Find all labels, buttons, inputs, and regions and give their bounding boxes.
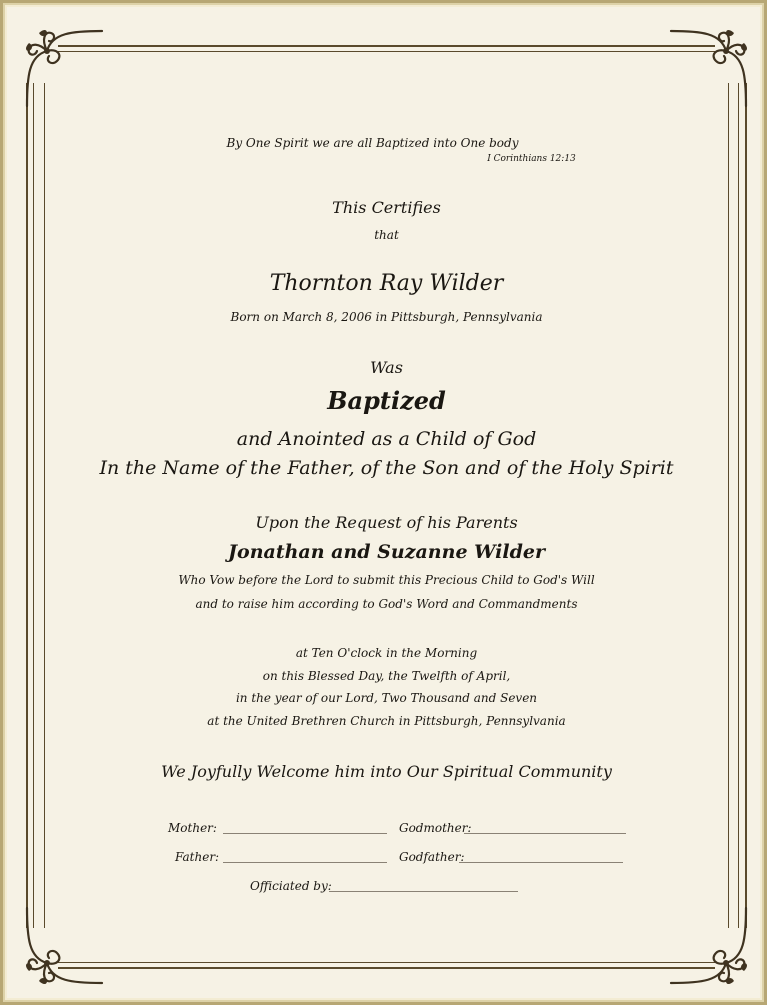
border-bottom-outer — [58, 967, 715, 969]
certifies-that: that — [374, 228, 399, 242]
corner-ornament-top-right-icon — [666, 21, 756, 111]
child-name: Thornton Ray Wilder — [269, 271, 504, 296]
mother-label: Mother: — [168, 821, 217, 835]
officiant-signature-line[interactable] — [329, 891, 518, 892]
mother-signature-line[interactable] — [223, 833, 387, 834]
header-verse: By One Spirit we are all Baptized into One body — [226, 136, 519, 150]
ceremony-time: at Ten O'clock in the Morning — [295, 646, 478, 660]
parents-vow-1: Who Vow before the Lord to submit this Precious Child to God's Will — [178, 573, 595, 587]
ceremony-day: on this Blessed Day, the Twelfth of April, — [262, 669, 511, 683]
godfather-signature-line[interactable] — [459, 862, 623, 863]
sacrament-line-1: and Anointed as a Child of God — [236, 428, 537, 450]
corner-ornament-bottom-right-icon — [666, 903, 756, 993]
father-label: Father: — [175, 850, 220, 864]
corner-ornament-bottom-left-icon — [17, 903, 107, 993]
border-top-outer — [58, 45, 715, 47]
parents-names: Jonathan and Suzanne Wilder — [228, 541, 545, 563]
border-bottom-inner — [58, 962, 715, 963]
parents-request: Upon the Request of his Parents — [255, 513, 518, 532]
godfather-label: Godfather: — [399, 850, 465, 864]
sacrament-line-2: In the Name of the Father, of the Son and of the Holy Spirit — [99, 457, 674, 479]
header-reference: I Corinthians 12:13 — [487, 154, 576, 164]
godmother-label: Godmother: — [399, 821, 472, 835]
border-top-inner — [58, 51, 715, 52]
sacrament-title: Baptized — [327, 386, 446, 415]
father-signature-line[interactable] — [223, 862, 387, 863]
certifies-heading: This Certifies — [332, 198, 441, 217]
ceremony-year: in the year of our Lord, Two Thousand and Seven — [235, 691, 538, 705]
parents-vow-2: and to raise him according to God's Word and Commandments — [195, 597, 578, 611]
was-label: Was — [370, 358, 403, 377]
ceremony-place: at the United Brethren Church in Pittsburgh, Pennsylvania — [207, 714, 566, 728]
officiated-label: Officiated by: — [250, 879, 332, 893]
child-birth: Born on March 8, 2006 in Pittsburgh, Pennsylvania — [230, 310, 543, 324]
corner-ornament-top-left-icon — [17, 21, 107, 111]
godmother-signature-line[interactable] — [464, 833, 626, 834]
welcome-line: We Joyfully Welcome him into Our Spiritual Community — [161, 762, 612, 781]
